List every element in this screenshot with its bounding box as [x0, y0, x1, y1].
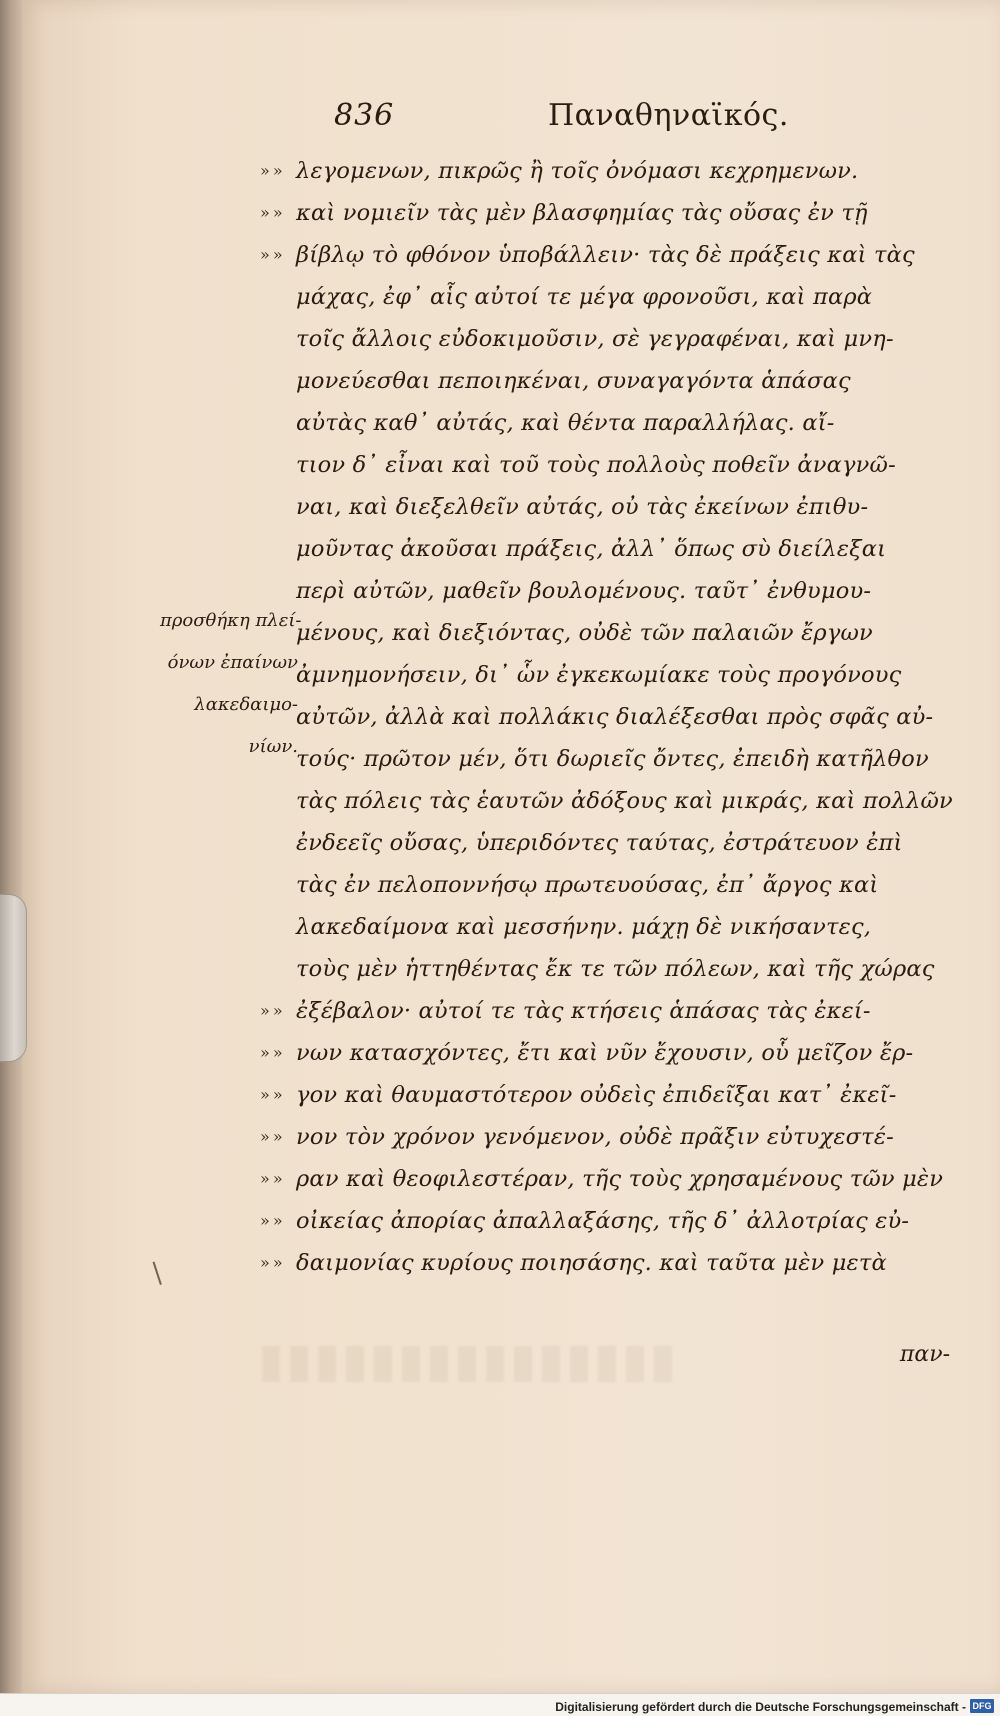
- text-line: [296, 948, 984, 990]
- quotation-marker: » »: [260, 1085, 282, 1104]
- line-text: ἀμνημονήσειν, δι᾽ ὧν ἐγκεκωμίακε τοὺς προγόνους: [296, 662, 902, 688]
- line-text: τοῖς ἄλλοις εὐδοκιμοῦσιν, σὲ γεγραφέναι, καὶ μνη-: [296, 326, 894, 352]
- text-line: [296, 486, 984, 528]
- text-line: [296, 570, 984, 612]
- quotation-marker: » »: [260, 1211, 282, 1230]
- line-text: ἐξέβαλον· αὐτοί τε τὰς κτήσεις ἁπάσας τὰς ἐκεί-: [296, 998, 871, 1024]
- text-line: [296, 612, 984, 654]
- ink-mark: [153, 1259, 170, 1285]
- line-text: περὶ αὐτῶν, μαθεῖν βουλομένους. ταῦτ᾽ ἐνθυμου-: [296, 578, 872, 604]
- margin-note-line: όνων ἐπαίνων: [167, 652, 298, 673]
- book-clasp: [0, 894, 27, 1062]
- line-text: ραν καὶ θεοφιλεστέραν, τῆς τοὺς χρησαμένους τῶν μὲν: [296, 1166, 944, 1192]
- line-text: ἐνδεεῖς οὔσας, ὑπεριδόντες ταύτας, ἐστράτευον ἐπὶ: [296, 830, 903, 856]
- text-line: [260, 990, 984, 1032]
- line-text: τὰς πόλεις τὰς ἑαυτῶν ἀδόξους καὶ μικράς, καὶ πολλῶν: [296, 788, 953, 814]
- margin-note-line: προσθήκη πλεί-: [160, 610, 302, 631]
- quotation-marker: » »: [260, 1001, 282, 1020]
- line-text: οἰκείας ἀπορίας ἀπαλλαξάσης, τῆς δ᾽ ἀλλοτρίας εὐ-: [296, 1208, 910, 1234]
- line-text: ναι, καὶ διεξελθεῖν αὐτάς, οὐ τὰς ἐκείνων ἐπιθυ-: [296, 494, 869, 520]
- text-line: [260, 1074, 984, 1116]
- text-line: [296, 864, 984, 906]
- line-text: γον καὶ θαυμαστότερον οὐδεὶς ἐπιδεῖξαι κατ᾽ ἐκεῖ-: [296, 1082, 897, 1108]
- text-line: [260, 1200, 984, 1242]
- quotation-marker: » »: [260, 1253, 282, 1272]
- page-number: 836: [334, 98, 395, 133]
- text-line: [260, 234, 984, 276]
- line-text: αὐτῶν, ἀλλὰ καὶ πολλάκις διαλέξεσθαι πρὸς σφᾶς αὐ-: [296, 704, 934, 730]
- text-line: [260, 1242, 984, 1284]
- funding-credit: Digitalisierung gefördert durch die Deutsche Forschungsgemeinschaft -: [555, 1700, 966, 1714]
- book-page: [22, 0, 1000, 1694]
- line-text: μάχας, ἐφ᾽ αἷς αὐτοί τε μέγα φρονοῦσι, καὶ παρὰ: [296, 284, 873, 310]
- quotation-marker: » »: [260, 245, 282, 264]
- text-line: [296, 654, 984, 696]
- text-line: [260, 1158, 984, 1200]
- text-line: [260, 192, 984, 234]
- line-text: νον τὸν χρόνον γενόμενον, οὐδὲ πρᾶξιν εὐτυχεστέ-: [296, 1124, 894, 1150]
- text-line: [296, 444, 984, 486]
- quotation-marker: » »: [260, 203, 282, 222]
- quotation-marker: » »: [260, 1169, 282, 1188]
- text-line: [296, 402, 984, 444]
- text-line: [296, 318, 984, 360]
- text-line: [296, 696, 984, 738]
- text-line: [296, 528, 984, 570]
- text-line: [296, 906, 984, 948]
- text-line: [260, 150, 984, 192]
- quotation-marker: » »: [260, 161, 282, 180]
- catchword: παν-: [899, 1342, 950, 1367]
- page-header: [334, 98, 789, 144]
- margin-note-line: νίων.: [248, 736, 298, 757]
- line-text: μονεύεσθαι πεποιηκέναι, συναγαγόντα ἁπάσας: [296, 368, 851, 394]
- text-line: [260, 1032, 984, 1074]
- margin-note: [160, 600, 302, 768]
- show-through-text: [262, 1346, 682, 1382]
- line-text: τοὺς μὲν ἡττηθέντας ἔκ τε τῶν πόλεων, καὶ τῆς χώρας: [296, 956, 935, 982]
- line-text: μοῦντας ἀκοῦσαι πράξεις, ἀλλ᾽ ὅπως σὺ διείλεξαι: [296, 536, 887, 562]
- line-text: νων κατασχόντες, ἔτι καὶ νῦν ἔχουσιν, οὗ μεῖζον ἔρ-: [296, 1040, 914, 1066]
- line-text: μένους, καὶ διεξιόντας, οὐδὲ τῶν παλαιῶν ἔργων: [296, 620, 873, 646]
- quotation-marker: » »: [260, 1043, 282, 1062]
- margin-note-line: λακεδαιμο-: [194, 694, 298, 715]
- line-text: τὰς ἐν πελοποννήσῳ πρωτευούσας, ἐπ᾽ ἄργος καὶ: [296, 872, 879, 898]
- line-text: καὶ νομιεῖν τὰς μὲν βλασφημίας τὰς οὔσας ἐν τῇ: [296, 200, 868, 226]
- line-text: λεγομενων, πικρῶς ἢ τοῖς ὀνόμασι κεχρημενων.: [296, 158, 859, 184]
- line-text: αὐτὰς καθ᾽ αὐτάς, καὶ θέντα παραλλήλας. αἴ-: [296, 410, 835, 436]
- line-text: τιον δ᾽ εἶναι καὶ τοῦ τοὺς πολλοὺς ποθεῖν ἀναγνῶ-: [296, 452, 896, 478]
- dfg-logo-icon: DFG: [970, 1699, 994, 1713]
- text-line: [296, 276, 984, 318]
- text-line: [296, 360, 984, 402]
- line-text: λακεδαίμονα καὶ μεσσήνην. μάχῃ δὲ νικήσαντες,: [296, 914, 872, 940]
- text-line: [296, 780, 984, 822]
- quotation-marker: » »: [260, 1127, 282, 1146]
- line-text: βίβλῳ τὸ φθόνον ὑποβάλλειν· τὰς δὲ πράξεις καὶ τὰς: [296, 242, 915, 268]
- digitization-footer: [0, 1693, 1000, 1716]
- text-line: [296, 822, 984, 864]
- running-title: Παναθηναϊκός.: [548, 98, 789, 133]
- text-line: [260, 1116, 984, 1158]
- line-text: τούς· πρῶτον μέν, ὅτι δωριεῖς ὄντες, ἐπειδὴ κατῆλθον: [296, 746, 929, 772]
- text-line: [296, 738, 984, 780]
- line-text: δαιμονίας κυρίους ποιησάσης. καὶ ταῦτα μὲν μετὰ: [296, 1250, 887, 1276]
